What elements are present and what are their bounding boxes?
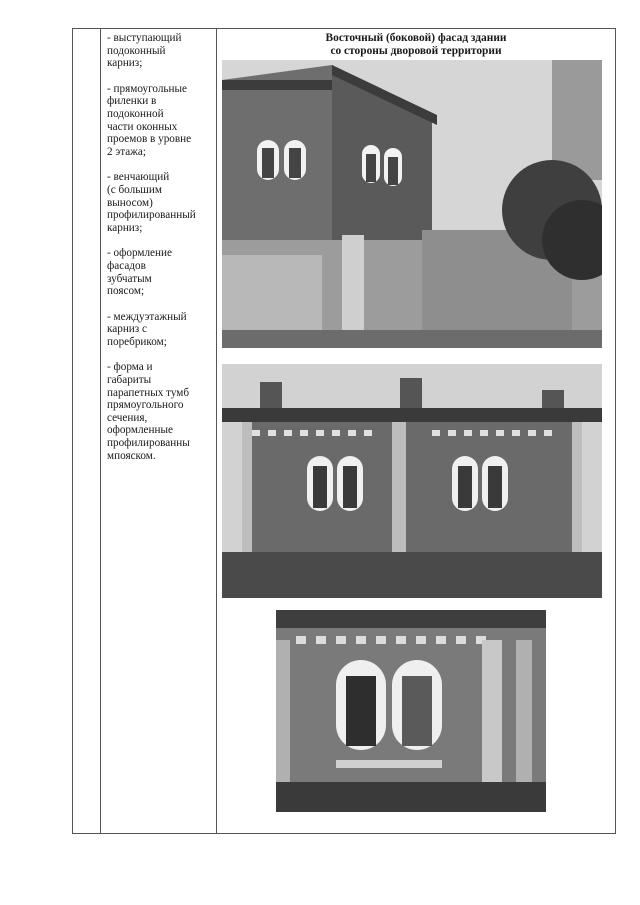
- facade-photo-east: [222, 364, 602, 598]
- heading-line-1: Восточный (боковой) фасад здании: [325, 32, 507, 44]
- facade-photo-corner-image: [222, 60, 602, 348]
- table-border-bottom: [72, 833, 616, 834]
- table-divider-1: [100, 28, 101, 834]
- feature-item: - оформление фасадов зубчатым поясом;: [107, 247, 172, 298]
- table-border-top: [72, 28, 616, 29]
- feature-item: - выступающий подоконный карниз;: [107, 32, 182, 70]
- table-border-right: [615, 28, 616, 834]
- feature-item: - прямоугольные филенки в подоконной части оконных проемов в уровне 2 этажа;: [107, 82, 192, 158]
- feature-item: - венчающий (с большим выносом) профилированный карниз;: [107, 171, 196, 234]
- heading-line-2: со стороны дворовой территории: [330, 44, 502, 57]
- facade-photo-fragment-image: [276, 610, 546, 812]
- table-border-left: [72, 28, 73, 834]
- features-list: [107, 32, 217, 475]
- feature-item: - междуэтажный карниз с поребриком;: [107, 310, 187, 348]
- facade-photo-corner: [222, 60, 602, 348]
- photo-column-heading: [222, 32, 610, 57]
- feature-item: - форма и габариты парапетных тумб прямоугольного сечения, оформленные профилированны мпояском.: [107, 361, 190, 462]
- facade-photo-fragment: [276, 610, 546, 812]
- facade-photo-east-image: [222, 364, 602, 598]
